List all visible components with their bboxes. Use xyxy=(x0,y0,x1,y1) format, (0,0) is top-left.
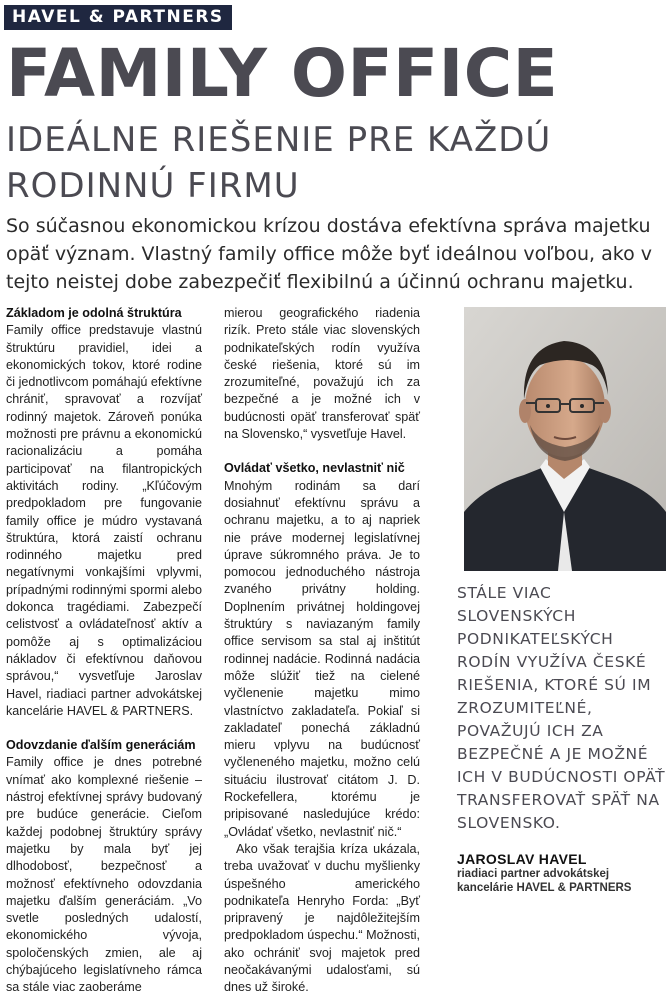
body-paragraph: mierou geografického riadenia rizík. Preto stále viac slovenských podnikateľských rodín využíva české riešenia, ktoré sú im zrozumiteľné, považujú ich za bezpečné a je možné ich v budúcnosti opäť transferovať späť na Slovensko,“ vysvetľuje Havel. xyxy=(224,306,420,442)
article-column-1 xyxy=(6,305,202,997)
body-paragraph: Family office predstavuje vlastnú štruktúru pravidiel, idei a ekonomických tokov, ktoré rodine či jednotlivcom pomáhajú efektívne chrániť, spravovať a rozvíjať rodinný majetok. Zároveň ponúka možnosti pre právnu a ekonomickú racionalizáciu a pomáha participovať na filantropických aktivitách rodiny. „Kľúčovým predpokladom pre fungovanie family office je múdro vystavaná štruktúra, ktorá zaistí ochranu rodinného majetku pred negatívnymi vonkajšími vplyvmi, prípadnými rodinnými spormi alebo dokonca tragédiami. Zabezpečí celistvosť a ovládateľnosť aktív a pomôže aj s optimalizáciou nákladov či efektívnou daňovou správou,“ vysvetľuje Jaroslav Havel, riadiaci partner advokátskej kancelárie HAVEL & PARTNERS. xyxy=(6,323,203,718)
page-subtitle: IDEÁLNE RIEŠENIE PRE KAŽDÚ RODINNÚ FIRMU xyxy=(6,120,552,206)
article-column-2 xyxy=(224,305,420,997)
author-name: JAROSLAV HAVEL xyxy=(457,851,587,867)
pull-quote: STÁLE VIAC SLOVENSKÝCH PODNIKATEĽSKÝCH RODÍN VYUŽÍVA ČESKÉ RIEŠENIA, KTORÉ SÚ IM ZROZUMITEĽNÉ, POVAŽUJÚ ICH ZA BEZPEČNÉ A JE MOŽNÉ ICH V BUDÚCNOSTI OPÄŤ TRANSFEROVAŤ SPÄŤ NA SLOVENSKO. xyxy=(457,584,666,832)
body-paragraph: Mnohým rodinám sa darí dosiahnuť efektívnu správu a ochranu majetku, a to aj napriek nie práve modernej legislatívnej úprave súkromného práva. Je to pomocou jednoduchého nástroja zvaného privátny holding. Doplnením privátnej holdingovej štruktúry s naviazaným family office servisom sa stal aj inštitút rodinnej nadácie. Rodinná nadácia môže slúžiť tiež na cielené vyčlenenie majetku mimo vlastníctvo zakladateľa. Pokiaľ si zakladateľ ponechá základnú mieru vplyvu na budúcnosť vyčleneného majetku, možno celú situáciu ilustrovať citátom J. D. Rockefellera, ktorému je pripisované nasledujúce krédo: „Ovládať všetko, nevlastniť nič.“ xyxy=(224,478,420,839)
body-paragraph: Ako však terajšia kríza ukázala, treba uvažovať v duchu myšlienky úspešného amerického podnikateľa Henryho Forda: „Byť pripravený je najdôležitejším predpokladom úspechu.“ Možnosti, ako ochrániť svoj majetok pred neočakávanými udalosťami, sú dnes už široké. xyxy=(224,841,421,995)
section-heading: Odovzdanie ďalším generáciám xyxy=(6,738,196,753)
page-title: FAMILY OFFICE xyxy=(6,35,559,112)
author-role: riadiaci partner advokátskej kancelárie HAVEL & PARTNERS xyxy=(457,868,632,894)
section-heading: Základom je odolná štruktúra xyxy=(6,306,182,320)
section-heading: Ovládať všetko, nevlastniť nič xyxy=(224,461,405,476)
lead-paragraph: So súčasnou ekonomickou krízou dostáva efektívna správa majetku opäť význam. Vlastný family office môže byť ideálnou voľbou, ako v tejto neistej dobe zabezpečiť flexibilnú a účinnú ochranu majetku. xyxy=(6,215,652,293)
body-paragraph: Family office je dnes potrebné vnímať ako komplexné riešenie – nástroj efektívnej správy budovaný pre budúce generácie. Cieľom každej podobnej štruktúry správy majetku by mala byť jej dlhodobosť, bezpečnosť a možnosť efektívneho odovzdania majetku ďalším generáciám. „Vo svetle posledných udalostí, ekonomického vývoja, spoločenských zmien, ale aj chýbajúceho legislatívneho rámca sa stále viac zaoberáme xyxy=(6,755,202,995)
brand-logo: HAVEL & PARTNERS xyxy=(4,5,232,30)
portrait-photo xyxy=(464,307,666,571)
